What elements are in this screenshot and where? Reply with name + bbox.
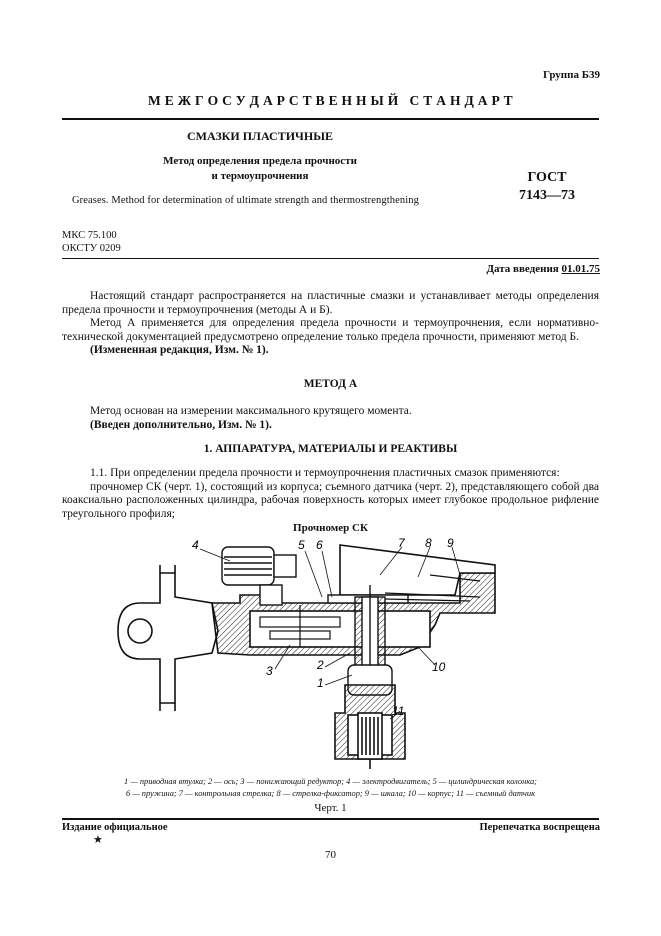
section-body	[62, 467, 599, 521]
body-intro	[62, 290, 599, 358]
paragraph-1-1: 1.1. При определении предела прочности и термоупрочнения пластичных смазок применяются:	[90, 467, 560, 479]
method-heading: МЕТОД А	[303, 378, 358, 390]
english-title: Greases. Method for determination of ultimate strength and thermostrengthening	[72, 195, 419, 206]
classification-rule	[62, 258, 599, 259]
strength-meter-drawing	[100, 535, 520, 775]
figure-legend-line1: 1 — приводная втулка; 2 — ось; 3 — понижающий редуктор; 4 — электродвигатель; 5 — цилиндрическая колонка;	[124, 777, 537, 786]
gost-label: ГОСТ	[527, 170, 567, 185]
banner-rule	[62, 118, 599, 120]
document-title: СМАЗКИ ПЛАСТИЧНЫЕ	[186, 129, 333, 143]
paragraph-method-basis: Метод основан на измерении максимального крутящего момента.	[90, 405, 412, 417]
method-intro	[62, 405, 599, 432]
label-4: 4	[192, 538, 199, 552]
label-6: 6	[316, 538, 323, 552]
paragraph-equipment: прочномер СК (черт. 1), состоящий из корпуса; съемного датчика (черт. 2), представляющего собой два коаксиально расположенных цилиндра, рабочая поверхность которых имеет глубокое продольное рифление треугольного профиля;	[62, 480, 599, 520]
label-7: 7	[398, 536, 405, 550]
okstu-code: ОКСТУ 0209	[62, 243, 121, 254]
label-2: 2	[317, 658, 324, 672]
footer-rule	[62, 818, 599, 820]
document-subtitle-line2: и термоупрочнения	[211, 170, 309, 182]
figure-title: Прочномер СК	[293, 522, 368, 534]
star-mark: ★	[93, 834, 103, 846]
drive-bracket	[118, 565, 218, 711]
mks-code: МКС 75.100	[62, 230, 117, 241]
effective-date-label: Дата введения	[486, 263, 562, 275]
label-9: 9	[447, 536, 454, 550]
label-11: 11	[392, 704, 405, 718]
page-number: 70	[325, 849, 336, 861]
paragraph-scope: Настоящий стандарт распространяется на пластичные смазки и устанавливает методы определения предела прочности и термоупрочнения (методы А и Б).	[62, 290, 599, 316]
reprint-prohibited: Перепечатка воспрещена	[479, 822, 600, 833]
label-5: 5	[298, 538, 305, 552]
paragraph-method-a: Метод А применяется для определения предела прочности и термоупрочнения, если нормативно-технической документацией предусмотрено определение только предела прочности, применяют метод Б.	[62, 317, 599, 343]
label-10: 10	[432, 660, 446, 674]
removable-sensor	[335, 685, 405, 769]
gost-number: 7143—73	[519, 188, 575, 203]
official-edition: Издание официальное	[62, 822, 168, 833]
interstate-standard-banner: М Е Ж Г О С У Д А Р С Т В Е Н Н Ы Й С Т А Н Д А Р Т	[148, 93, 513, 108]
figure-number: Черт. 1	[314, 802, 347, 814]
label-3: 3	[266, 664, 273, 678]
label-1: 1	[317, 676, 324, 690]
label-8: 8	[425, 536, 432, 550]
effective-date-value: 01.01.75	[561, 263, 600, 275]
effective-date	[486, 263, 600, 275]
group-code: Группа Б39	[543, 69, 600, 81]
document-subtitle-line1: Метод определения предела прочности	[163, 155, 357, 167]
amendment-note-1: (Измененная редакция, Изм. № 1).	[90, 344, 269, 356]
amendment-note-2: (Введен дополнительно, Изм. № 1).	[90, 418, 272, 431]
figure-legend-line2: 6 — пружина; 7 — контрольная стрелка; 8 — стрелка-фиксатор; 9 — шкала; 10 — корпус; 11 — съемный датчик	[125, 789, 536, 798]
section-heading: 1. АППАРАТУРА, МАТЕРИАЛЫ И РЕАКТИВЫ	[203, 443, 458, 455]
